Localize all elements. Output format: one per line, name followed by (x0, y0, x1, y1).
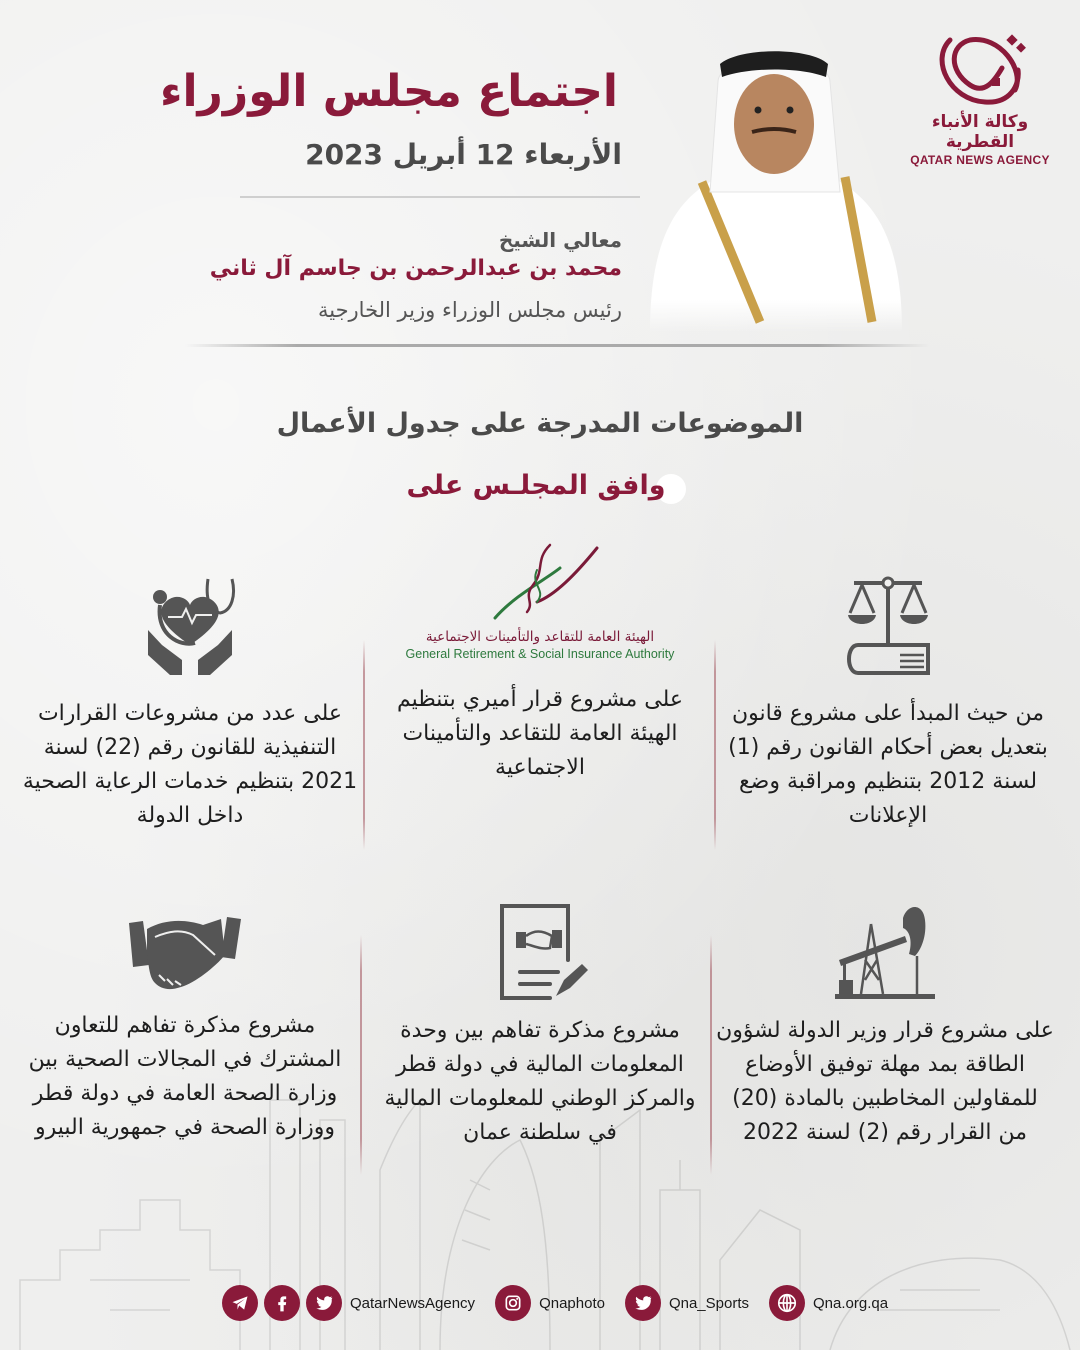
instagram-icon[interactable] (495, 1285, 531, 1321)
page-title: اجتماع مجلس الوزراء (159, 66, 618, 117)
globe-icon[interactable] (769, 1285, 805, 1321)
agenda-item-3 (20, 575, 360, 833)
oil-pump-jack-icon (835, 900, 935, 1000)
social-footer (222, 1284, 902, 1322)
grsia-english-name: General Retirement & Social Insurance Authority (405, 647, 675, 661)
prime-minister-position: رئيس مجلس الوزراء وزير الخارجية (317, 298, 622, 322)
logo-english-text: QATAR NEWS AGENCY (910, 153, 1050, 167)
approved-heading (406, 470, 673, 501)
agenda-item-2 (370, 540, 710, 785)
column-divider (363, 640, 365, 850)
agenda-item-1 (718, 575, 1058, 833)
grsia-logo-icon (475, 540, 605, 625)
meeting-date: الأربعاء 12 أبريل 2023 (305, 138, 622, 171)
website-label[interactable]: Qna.org.qa (813, 1294, 889, 1312)
agenda-item-6 (15, 905, 355, 1145)
approved-heading-text: وافق المجلـس على (406, 470, 666, 501)
approved-heading-wrap (0, 470, 1080, 501)
grsia-arabic-name: الهيئة العامة للتقاعد والتأمينات الاجتماعية (425, 629, 655, 645)
agenda-item-text: على عدد من مشروعات القرارات التنفيذية للقانون رقم (22) لسنة 2021 بتنظيم خدمات الرعاية الصحية داخل الدولة (22, 701, 358, 828)
twitter-icon[interactable] (306, 1285, 342, 1321)
agenda-item-5 (370, 900, 710, 1150)
healthcare-hands-heart-stethoscope-icon (140, 575, 240, 675)
agenda-item-text: على مشروع قرار وزير الدولة لشؤون الطاقة بمد مهلة توفيق الأوضاع للمقاولين المخاطبين بالمادة (20) من القرار رقم (2) لسنة 2022 (716, 1018, 1054, 1145)
twitter-handle-label[interactable]: QatarNewsAgency (350, 1294, 476, 1312)
twitter-sports-icon[interactable] (625, 1285, 661, 1321)
facebook-icon[interactable] (264, 1285, 300, 1321)
scales-of-justice-book-icon (838, 575, 938, 675)
header-divider (240, 196, 640, 198)
prime-minister-name: محمد بن عبدالرحمن بن جاسم آل ثاني (209, 256, 622, 281)
column-divider (360, 935, 362, 1175)
qna-emblem-icon (930, 30, 1030, 110)
column-divider (714, 640, 716, 850)
agenda-heading: الموضوعات المدرجة على جدول الأعمال (276, 408, 804, 439)
agenda-item-text: على مشروع قرار أميري بتنظيم الهيئة العامة للتقاعد والتأمينات الاجتماعية (396, 687, 684, 780)
sports-handle-label[interactable]: Qna_Sports (668, 1294, 749, 1312)
honorific-label: معالي الشيخ (498, 228, 622, 252)
agenda-item-text: مشروع مذكرة تفاهم للتعاون المشترك في المجالات الصحية بين وزارة الصحة العامة في دولة قطر ووزارة الصحة في جمهورية البيرو (28, 1013, 342, 1140)
instagram-handle-label[interactable]: Qnaphoto (539, 1294, 605, 1312)
prime-minister-portrait (640, 32, 910, 332)
agreement-document-icon (490, 900, 590, 1000)
logo-arabic-text: وكالة الأنباء القطرية (931, 112, 1029, 152)
handshake-icon (125, 905, 245, 995)
agenda-item-text: من حيث المبدأ على مشروع قانون بتعديل بعض أحكام القانون رقم (1) لسنة 2012 بتنظيم ومراقبة وضع الإعلانات (728, 701, 1048, 828)
telegram-icon[interactable] (222, 1285, 258, 1321)
column-divider (710, 935, 712, 1175)
agenda-item-text: مشروع مذكرة تفاهم بين وحدة المعلومات المالية في دولة قطر والمركز الوطني للمعلومات المالية في سلطنة عمان (384, 1018, 696, 1145)
section-divider (185, 344, 930, 347)
agenda-item-4 (715, 900, 1055, 1150)
qna-logo (900, 30, 1060, 167)
